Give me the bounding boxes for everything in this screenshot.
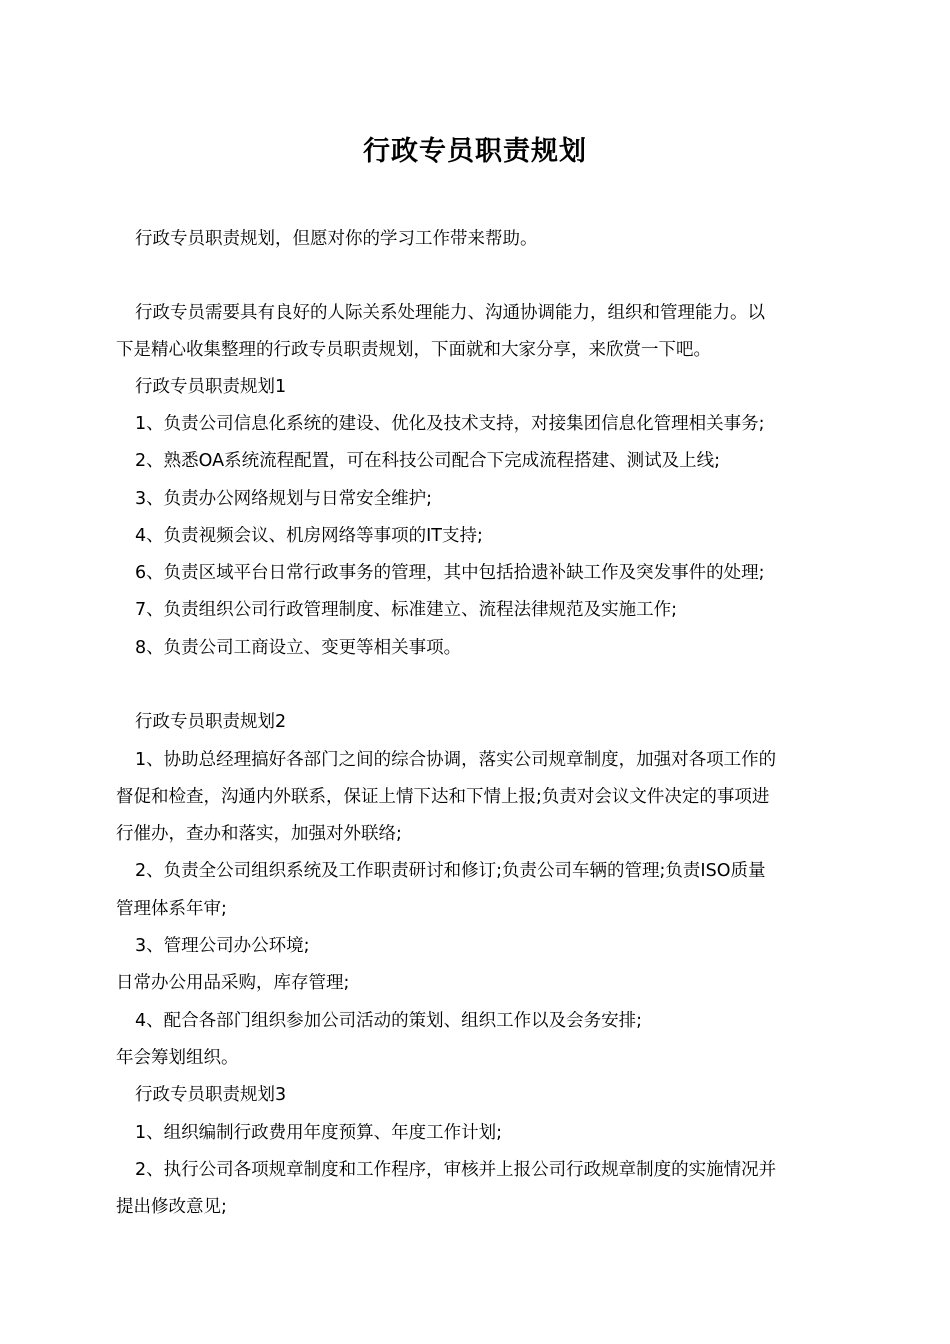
list-item-continued: 管理体系年审; bbox=[116, 899, 227, 919]
section-heading-1: 行政专员职责规划1 bbox=[135, 377, 287, 397]
list-item-continued: 提出修改意见; bbox=[116, 1197, 227, 1217]
list-item: 6、负责区域平台日常行政事务的管理，其中包括拾遗补缺工作及突发事件的处理; bbox=[135, 563, 765, 583]
list-item: 2、负责全公司组织系统及工作职责研讨和修订;负责公司车辆的管理;负责ISO质量 bbox=[135, 861, 766, 881]
document-title: 行政专员职责规划 bbox=[363, 136, 587, 167]
list-item: 1、组织编制行政费用年度预算、年度工作计划; bbox=[135, 1123, 503, 1143]
list-item: 4、配合各部门组织参加公司活动的策划、组织工作以及会务安排; bbox=[135, 1011, 643, 1031]
list-item: 8、负责公司工商设立、变更等相关事项。 bbox=[135, 638, 462, 658]
section-heading-3: 行政专员职责规划3 bbox=[135, 1085, 287, 1105]
list-item: 3、管理公司办公环境; bbox=[135, 936, 310, 956]
intro-line: 行政专员职责规划，但愿对你的学习工作带来帮助。 bbox=[135, 229, 538, 249]
list-item: 4、负责视频会议、机房网络等事项的IT支持; bbox=[135, 526, 483, 546]
list-item: 2、熟悉OA系统流程配置，可在科技公司配合下完成流程搭建、测试及上线; bbox=[135, 451, 720, 471]
list-item-continued: 年会筹划组织。 bbox=[116, 1048, 239, 1068]
list-item-continued: 日常办公用品采购，库存管理; bbox=[116, 973, 350, 993]
paragraph-line: 下是精心收集整理的行政专员职责规划，下面就和大家分享，来欣赏一下吧。 bbox=[116, 340, 711, 360]
list-item: 1、负责公司信息化系统的建设、优化及技术支持，对接集团信息化管理相关事务; bbox=[135, 414, 765, 434]
list-item: 1、协助总经理搞好各部门之间的综合协调，落实公司规章制度，加强对各项工作的 bbox=[135, 750, 777, 770]
list-item-continued: 行催办，查办和落实，加强对外联络; bbox=[116, 824, 402, 844]
list-item: 7、负责组织公司行政管理制度、标准建立、流程法律规范及实施工作; bbox=[135, 600, 678, 620]
section-heading-2: 行政专员职责规划2 bbox=[135, 712, 287, 732]
list-item: 2、执行公司各项规章制度和工作程序，审核并上报公司行政规章制度的实施情况并 bbox=[135, 1160, 777, 1180]
paragraph-line: 行政专员需要具有良好的人际关系处理能力、沟通协调能力，组织和管理能力。以 bbox=[135, 303, 765, 323]
list-item: 3、负责办公网络规划与日常安全维护; bbox=[135, 489, 433, 509]
list-item-continued: 督促和检查，沟通内外联系，保证上情下达和下情上报;负责对会议文件决定的事项进 bbox=[116, 787, 770, 807]
